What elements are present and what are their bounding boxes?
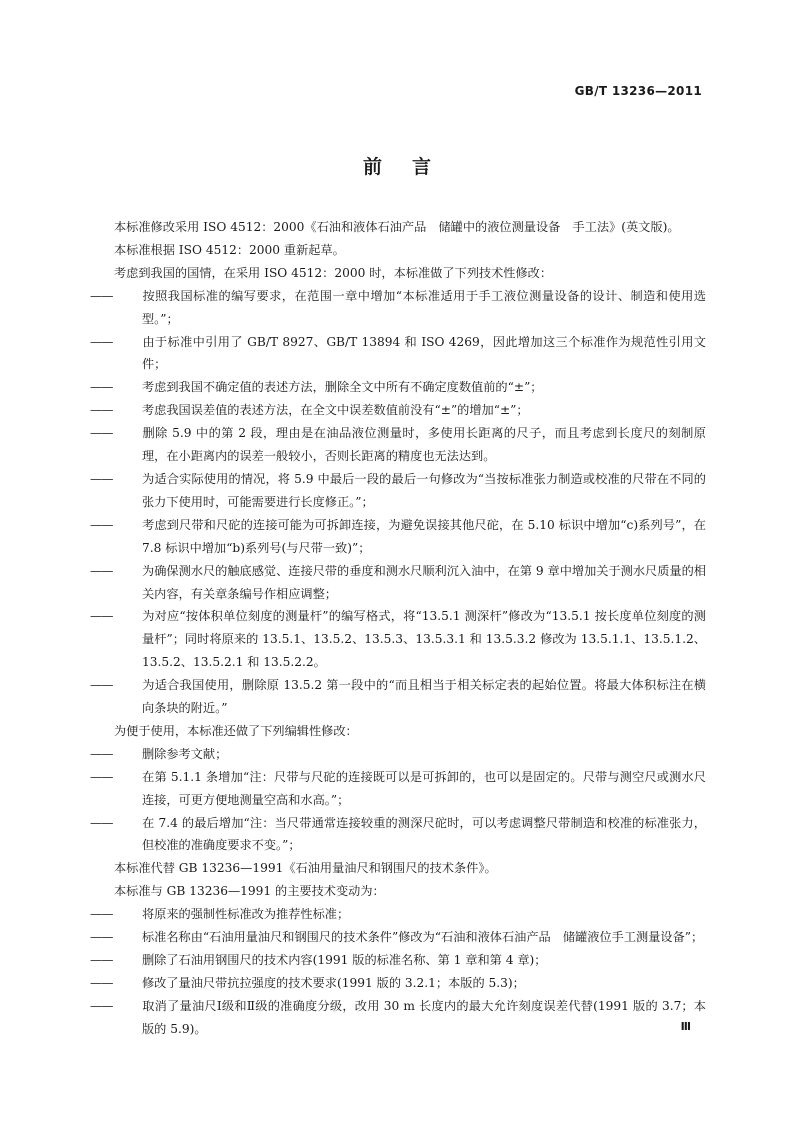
list-item	[90, 743, 706, 766]
dash-marker: ——	[90, 517, 113, 532]
dash-marker: ——	[90, 426, 113, 441]
list-item	[90, 376, 706, 399]
paragraph	[90, 262, 706, 285]
paragraph-text: 考虑到尺带和尺砣的连接可能为可拆卸连接，为避免误接其他尺砣，在 5.10 标识中增加“c)系列号”，在 7.8 标识中增加“b)系列号(与尺带一致)”；	[142, 517, 706, 555]
paragraph-text: 将原来的强制性标准改为推荐性标准；	[142, 907, 350, 922]
paragraph-text: 考虑我国误差值的表述方法，在全文中误差数值前没有“±”的增加“±”；	[142, 403, 529, 418]
dash-marker: ——	[90, 815, 113, 830]
list-item	[90, 514, 706, 560]
paragraph-text: 本标准根据 ISO 4512：2000 重新起草。	[114, 242, 345, 257]
dash-marker: ——	[90, 334, 113, 349]
paragraph-text: 删除了石油用钢围尺的技术内容(1991 版的标准名称、第 1 章和第 4 章)；	[142, 953, 547, 967]
paragraph-text: 按照我国标准的编写要求，在范围一章中增加“本标准适用于手工液位测量设备的设计、制造和使用选型。”；	[142, 288, 706, 326]
dash-marker: ——	[90, 403, 113, 418]
list-item	[90, 422, 706, 468]
list-item	[90, 285, 706, 331]
paragraph-text: 删除 5.9 中的第 2 段，理由是在油品液位测量时，多使用长距离的尺子，而且考虑到长度尺的刻制原理，在小距离内的误差一般较小，否则长距离的精度也无法达到。	[142, 426, 706, 464]
list-item	[90, 674, 706, 720]
paragraph-text: 为适合实际使用的情况，将 5.9 中最后一段的最后一句修改为“当按标准张力制造或校准的尺带在不同的张力下使用时，可能需要进行长度修正。”；	[142, 471, 706, 509]
paragraph-text: 本标准与 GB 13236—1991 的主要技术变动为：	[114, 884, 385, 899]
dash-marker: ——	[90, 609, 113, 624]
paragraph-text: 标准名称由“石油用量油尺和钢围尺的技术条件”修改为“石油和液体石油产品 储罐液位手工测量设备”；	[142, 930, 704, 945]
list-item	[90, 995, 706, 1041]
dash-marker: ——	[90, 288, 113, 303]
dash-marker: ——	[90, 746, 113, 761]
paragraph-text: 本标准代替 GB 13236—1991《石油用量油尺和钢围尺的技术条件》。	[114, 861, 497, 876]
list-item	[90, 972, 706, 995]
list-item	[90, 468, 706, 514]
paragraph	[90, 880, 706, 903]
paragraph-text: 为对应“按体积单位刻度的测量杆”的编写格式，将“13.5.1 测深杆”修改为“13.5.1 按长度单位刻度的测量杆”；同时将原来的 13.5.1、13.5.2、13.5.3、13.5.3.1 和 13.5.3.2 修改为 13.5.1.1、13.5.1.2、13.5.2、13.5.2.1 和 13.5.2.2。	[142, 609, 706, 670]
list-item	[90, 331, 706, 377]
paragraph-text: 在 7.4 的最后增加“注：当尺带通常连接较重的测深尺砣时，可以考虑调整尺带制造和校准的标准张力，但校准的准确度要求不变。”；	[142, 815, 706, 853]
paragraph-text: 修改了量油尺带抗拉强度的技术要求(1991 版的 3.2.1；本版的 5.3)；	[142, 975, 525, 990]
list-item	[90, 926, 706, 949]
list-item	[90, 766, 706, 812]
paragraph	[90, 239, 706, 262]
list-item	[90, 903, 706, 926]
dash-marker: ——	[90, 907, 113, 922]
dash-marker: ——	[90, 975, 113, 990]
paragraph	[90, 216, 706, 239]
list-item	[90, 399, 706, 422]
dash-marker: ——	[90, 678, 113, 693]
paragraph-text: 本标准修改采用 ISO 4512：2000《石油和液体石油产品 储罐中的液位测量设备 手工法》(英文版)。	[114, 220, 680, 234]
list-item	[90, 949, 706, 972]
dash-marker: ——	[90, 998, 113, 1013]
list-item	[90, 605, 706, 674]
page-number: Ⅲ	[680, 1020, 691, 1033]
paragraph-text: 由于标准中引用了 GB/T 8927、GB/T 13894 和 ISO 4269，因此增加这三个标准作为规范性引用文件；	[142, 334, 706, 372]
paragraph-text: 为确保测水尺的触底感觉、连接尺带的垂度和测水尺顺利沉入油中，在第 9 章中增加关于测水尺质量的相关内容，有关章条编号作相应调整；	[142, 563, 706, 601]
list-item	[90, 560, 706, 606]
dash-marker: ——	[90, 471, 113, 486]
paragraph-text: 在第 5.1.1 条增加“注：尺带与尺砣的连接既可以是可拆卸的，也可以是固定的。尺带与测空尺或测水尺连接，可更方便地测量空高和水高。”；	[142, 769, 706, 807]
document-body	[90, 216, 706, 1041]
paragraph-text: 为适合我国使用，删除原 13.5.2 第一段中的“而且相当于相关标定表的起始位置。将最大体积标注在横向条块的附近。”	[142, 678, 706, 716]
page-title: 前言	[362, 156, 461, 178]
paragraph-text: 取消了量油尺Ⅰ级和Ⅱ级的准确度分级，改用 30 m 长度内的最大允许刻度误差代替(1991 版的 3.7；本版的 5.9)。	[142, 998, 706, 1036]
dash-marker: ——	[90, 380, 113, 395]
paragraph-text: 为便于使用，本标准还做了下列编辑性修改：	[114, 723, 358, 738]
dash-marker: ——	[90, 953, 113, 967]
paragraph-text: 删除参考文献；	[142, 746, 228, 761]
paragraph-text: 考虑到我国不确定值的表述方法，删除全文中所有不确定度数值前的“±”；	[142, 380, 543, 395]
dash-marker: ——	[90, 769, 113, 784]
dash-marker: ——	[90, 563, 113, 578]
list-item	[90, 812, 706, 858]
paragraph	[90, 720, 706, 743]
paragraph-text: 考虑到我国的国情，在采用 ISO 4512：2000 时，本标准做了下列技术性修改：	[114, 265, 553, 280]
standard-code: GB/T 13236—2011	[574, 84, 702, 98]
dash-marker: ——	[90, 930, 113, 945]
paragraph	[90, 857, 706, 880]
